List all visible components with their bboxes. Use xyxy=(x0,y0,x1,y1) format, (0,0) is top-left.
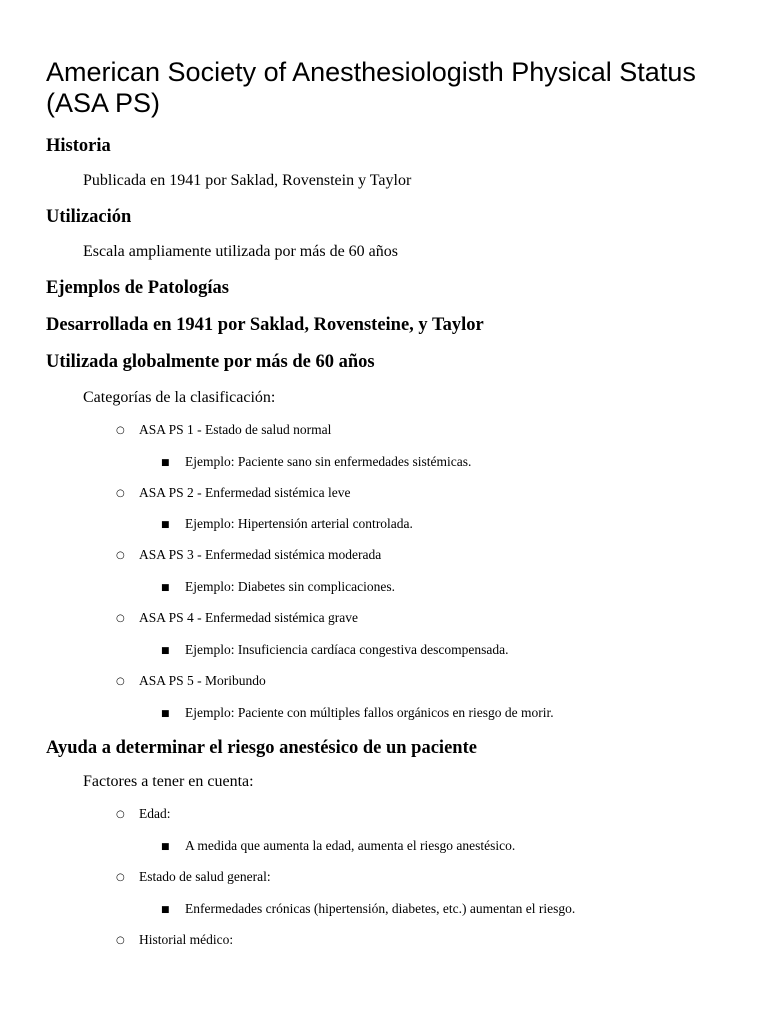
circle-bullet-icon: ○ xyxy=(116,425,125,436)
circle-bullet-icon: ○ xyxy=(116,488,125,499)
circle-bullet-icon: ○ xyxy=(116,550,125,561)
list-item xyxy=(116,421,331,440)
ayuda-intro: Factores a tener en cuenta: xyxy=(83,773,254,790)
heading-desarrollada: Desarrollada en 1941 por Saklad, Rovensteine, y Taylor xyxy=(46,315,484,335)
list-item xyxy=(116,805,171,824)
page-title: American Society of Anesthesiologisth Physical Status (ASA PS) xyxy=(46,57,696,118)
square-bullet-icon: ■ xyxy=(161,458,170,468)
square-bullet-icon: ■ xyxy=(161,583,170,593)
list-subitem xyxy=(161,453,471,472)
list-item-label: Edad: xyxy=(139,806,171,821)
list-item-label: ASA PS 2 - Enfermedad sistémica leve xyxy=(139,485,351,500)
square-bullet-icon: ■ xyxy=(161,905,170,915)
heading-utilizacion: Utilización xyxy=(46,207,132,227)
list-item xyxy=(116,868,271,887)
square-bullet-icon: ■ xyxy=(161,520,170,530)
circle-bullet-icon: ○ xyxy=(116,809,125,820)
list-subitem xyxy=(161,515,413,534)
list-item-label: ASA PS 3 - Enfermedad sistémica moderada xyxy=(139,547,382,562)
list-subitem-label: Enfermedades crónicas (hipertensión, diabetes, etc.) aumentan el riesgo. xyxy=(185,901,576,916)
list-item-label: ASA PS 5 - Moribundo xyxy=(139,673,266,688)
list-item-label: ASA PS 1 - Estado de salud normal xyxy=(139,422,332,437)
list-item xyxy=(116,484,350,503)
list-subitem-label: Ejemplo: Hipertensión arterial controlada. xyxy=(185,516,413,531)
heading-ejemplos: Ejemplos de Patologías xyxy=(46,278,229,298)
list-item xyxy=(116,672,266,691)
list-subitem-label: Ejemplo: Diabetes sin complicaciones. xyxy=(185,579,395,594)
square-bullet-icon: ■ xyxy=(161,709,170,719)
list-item xyxy=(116,546,381,565)
circle-bullet-icon: ○ xyxy=(116,676,125,687)
list-item-label: Estado de salud general: xyxy=(139,869,271,884)
heading-ayuda: Ayuda a determinar el riesgo anestésico de un paciente xyxy=(46,738,477,758)
list-subitem-label: Ejemplo: Paciente sano sin enfermedades sistémicas. xyxy=(185,454,472,469)
heading-utilizada: Utilizada globalmente por más de 60 años xyxy=(46,352,375,372)
utilizacion-text: Escala ampliamente utilizada por más de 60 años xyxy=(83,243,398,260)
list-item xyxy=(116,609,358,628)
heading-historia: Historia xyxy=(46,136,111,156)
list-subitem xyxy=(161,900,575,919)
list-subitem xyxy=(161,837,515,856)
circle-bullet-icon: ○ xyxy=(116,935,125,946)
circle-bullet-icon: ○ xyxy=(116,872,125,883)
utilizada-intro: Categorías de la clasificación: xyxy=(83,389,276,406)
list-subitem-label: A medida que aumenta la edad, aumenta el riesgo anestésico. xyxy=(185,838,516,853)
list-subitem-label: Ejemplo: Paciente con múltiples fallos orgánicos en riesgo de morir. xyxy=(185,705,554,720)
historia-text: Publicada en 1941 por Saklad, Rovenstein y Taylor xyxy=(83,172,412,189)
square-bullet-icon: ■ xyxy=(161,842,170,852)
circle-bullet-icon: ○ xyxy=(116,613,125,624)
list-subitem xyxy=(161,704,554,723)
list-item-label: Historial médico: xyxy=(139,932,234,947)
list-subitem xyxy=(161,641,509,660)
list-subitem-label: Ejemplo: Insuficiencia cardíaca congestiva descompensada. xyxy=(185,642,509,657)
list-item-label: ASA PS 4 - Enfermedad sistémica grave xyxy=(139,610,358,625)
square-bullet-icon: ■ xyxy=(161,646,170,656)
list-item xyxy=(116,931,233,950)
list-subitem xyxy=(161,578,395,597)
